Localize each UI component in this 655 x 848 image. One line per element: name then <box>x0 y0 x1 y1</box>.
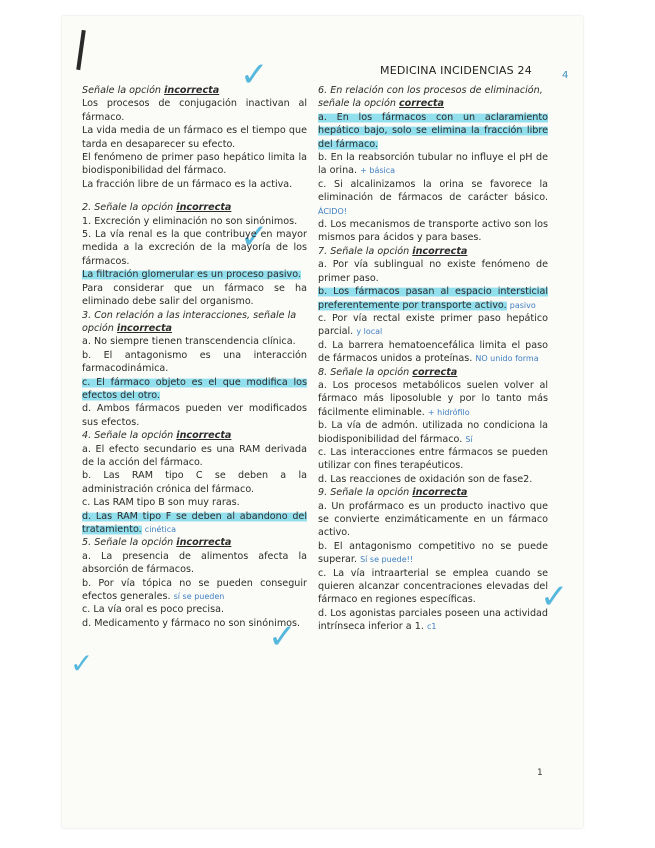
option <box>82 510 307 537</box>
option: d. Los mecanismos de transporte activo son los mismos para ácidos y para bases. <box>318 219 548 244</box>
question-keyword: incorrecta <box>164 85 220 96</box>
option-text: c. Si alcalinizamos la orina se favorece la eliminación de fármacos de carácter básico. <box>318 178 548 204</box>
question-prompt: 9. Señale la opción <box>318 487 410 499</box>
question-keyword: correcta <box>412 366 458 378</box>
option: c. Las RAM tipo B son muy raras. <box>82 497 240 509</box>
handwritten-note: Sí <box>465 434 473 444</box>
option: a. No siempre tienen transcendencia clínica. <box>82 336 296 348</box>
question-prompt: 7. Señale la opción <box>318 245 410 257</box>
question-prompt: 3. Con relación a las interacciones, señale la opción <box>82 309 297 334</box>
option: d. Las reacciones de oxidación son de fase2. <box>318 473 533 485</box>
page-mark: 4 <box>562 70 569 81</box>
option: d. Ambos fármacos pueden ver modificados sus efectos. <box>82 403 307 428</box>
handwritten-note: + básica <box>360 166 396 176</box>
handwritten-note: Sí se puede!! <box>360 555 414 565</box>
option: Los procesos de conjugación inactivan al fármaco. <box>82 98 307 123</box>
handwritten-note: pasivo <box>509 300 536 310</box>
handwritten-note: + hidrófilo <box>427 407 470 417</box>
handwritten-note: NO unido forma <box>475 354 539 364</box>
option <box>82 268 307 281</box>
question-keyword: incorrecta <box>412 245 468 257</box>
option <box>318 178 548 218</box>
question-keyword: incorrecta <box>176 202 232 214</box>
option <box>318 111 548 151</box>
highlighted-answer: c. El fármaco objeto es el que modifica los efectos del otro. <box>82 376 307 401</box>
check-mark-icon: ✓ <box>540 577 569 617</box>
option: c. Las interacciones entre fármacos se pueden utilizar con fines terapéuticos. <box>318 446 548 472</box>
option: El fenómeno de primer paso hepático limita la biodisponibilidad del fármaco. <box>82 152 307 177</box>
option-text: a. Los procesos metabólicos suelen volver al fármaco más liposoluble y por lo tanto más fácilmente eliminable. <box>318 379 548 418</box>
option: Para considerar que un fármaco se ha eliminado debe salir del organismo. <box>82 282 307 308</box>
page-header: MEDICINA INCIDENCIAS 24 <box>380 64 532 77</box>
check-mark-icon: ✓ <box>240 217 269 257</box>
option: a. Un profármaco es un producto inactivo que se convierte enzimáticamente en un fármaco activo. <box>318 500 548 539</box>
question-8 <box>318 366 548 487</box>
question-prompt: Señale la opción <box>82 85 162 96</box>
option <box>318 312 548 339</box>
option: a. El efecto secundario es una RAM derivada de la acción del fármaco. <box>82 443 307 468</box>
question-2 <box>82 201 307 308</box>
question-keyword: incorrecta <box>116 322 173 334</box>
check-mark-icon: ✓ <box>240 55 269 95</box>
handwritten-note: cinética <box>144 525 177 534</box>
option-text: d. La barrera hematoencefálica limita el paso de fármacos unidos a proteínas. <box>318 339 548 365</box>
question-prompt: 6. En relación con los procesos de eliminación, señale la opción <box>318 85 543 110</box>
option <box>82 376 307 403</box>
check-mark-icon: ✓ <box>70 647 94 680</box>
option-text: b. El antagonismo competitivo no se puede superar. <box>318 540 548 566</box>
question-9 <box>318 486 548 633</box>
option: c. La vía intraarterial se emplea cuando se quieren alcanzar concentraciones elevadas del fármaco en regiones específicas. <box>318 567 548 606</box>
option <box>318 379 548 419</box>
left-column <box>82 84 307 630</box>
question-prompt: 8. Señale la opción <box>318 366 410 378</box>
option: d. Medicamento y fármaco no son sinónimos. <box>82 617 301 629</box>
handwritten-note: c1 <box>426 622 437 632</box>
option <box>318 607 548 634</box>
option: c. La vía oral es poco precisa. <box>82 604 225 616</box>
highlighted-answer: d. Las RAM tipo F se deben al abandono del tratamiento. <box>82 510 307 535</box>
option <box>318 339 548 366</box>
question-prompt: 2. Señale la opción <box>82 202 174 214</box>
question-5 <box>82 536 307 630</box>
page-number: 1 <box>537 768 543 778</box>
option <box>318 151 548 178</box>
option: La vida media de un fármaco es el tiempo que tarda en desaparecer su efecto. <box>82 125 307 150</box>
question-prompt: 5. Señale la opción <box>82 537 174 549</box>
question-prompt: 4. Señale la opción <box>82 430 174 442</box>
option <box>318 419 548 446</box>
option-text: b. En la reabsorción tubular no influye el pH de la orina. <box>318 152 548 177</box>
option-text: d. Los agonistas parciales poseen una actividad intrínseca inferior a 1. <box>318 607 548 633</box>
highlighted-answer: a. En los fármacos con un aclaramiento hepático bajo, solo se elimina la fracción libre del fármaco. <box>318 111 548 150</box>
check-mark-icon: ✓ <box>268 617 297 657</box>
option: a. Por vía sublingual no existe fenómeno de primer paso. <box>318 259 548 284</box>
handwritten-note: ÁCIDO! <box>318 206 347 216</box>
option: b. El antagonismo es una interacción farmacodinámica. <box>82 349 307 375</box>
option: 1. Excreción y eliminación no son sinónimos. <box>82 215 298 227</box>
option: 5. La vía renal es la que contribuye en mayor medida a la excreción de la mayoría de los fármacos. <box>82 229 307 267</box>
question-3 <box>82 309 307 430</box>
question-keyword: incorrecta <box>176 537 232 549</box>
question-1 <box>82 84 307 191</box>
option: b. Las RAM tipo C se deben a la administración crónica del fármaco. <box>82 470 307 495</box>
question-7 <box>318 245 548 366</box>
handwritten-note: sí se pueden <box>173 592 225 602</box>
question-4 <box>82 429 307 536</box>
option-text: c. Por vía rectal existe primer paso hepático parcial. <box>318 312 548 338</box>
option <box>318 540 548 567</box>
option <box>82 577 307 604</box>
handwritten-note: y local <box>356 327 383 337</box>
option <box>318 285 548 312</box>
question-6 <box>318 84 548 245</box>
highlighted-answer: b. Los fármacos pasan al espacio intersticial preferentemente por transporte activo. <box>318 286 548 311</box>
question-keyword: incorrecta <box>176 430 232 442</box>
right-column <box>318 84 548 634</box>
option: La fracción libre de un fármaco es la activa. <box>82 178 293 190</box>
option-text: b. Por vía tópica no se pueden conseguir efectos generales. <box>82 577 307 603</box>
highlighted-answer: La filtración glomerular es un proceso pasivo. <box>82 269 301 281</box>
question-keyword: correcta <box>398 98 444 110</box>
question-keyword: incorrecta <box>412 487 468 499</box>
option: a. La presencia de alimentos afecta la absorción de fármacos. <box>82 550 307 576</box>
option-text: b. La vía de admón. utilizada no condiciona la biodisponibilidad del fármaco. <box>318 420 548 445</box>
